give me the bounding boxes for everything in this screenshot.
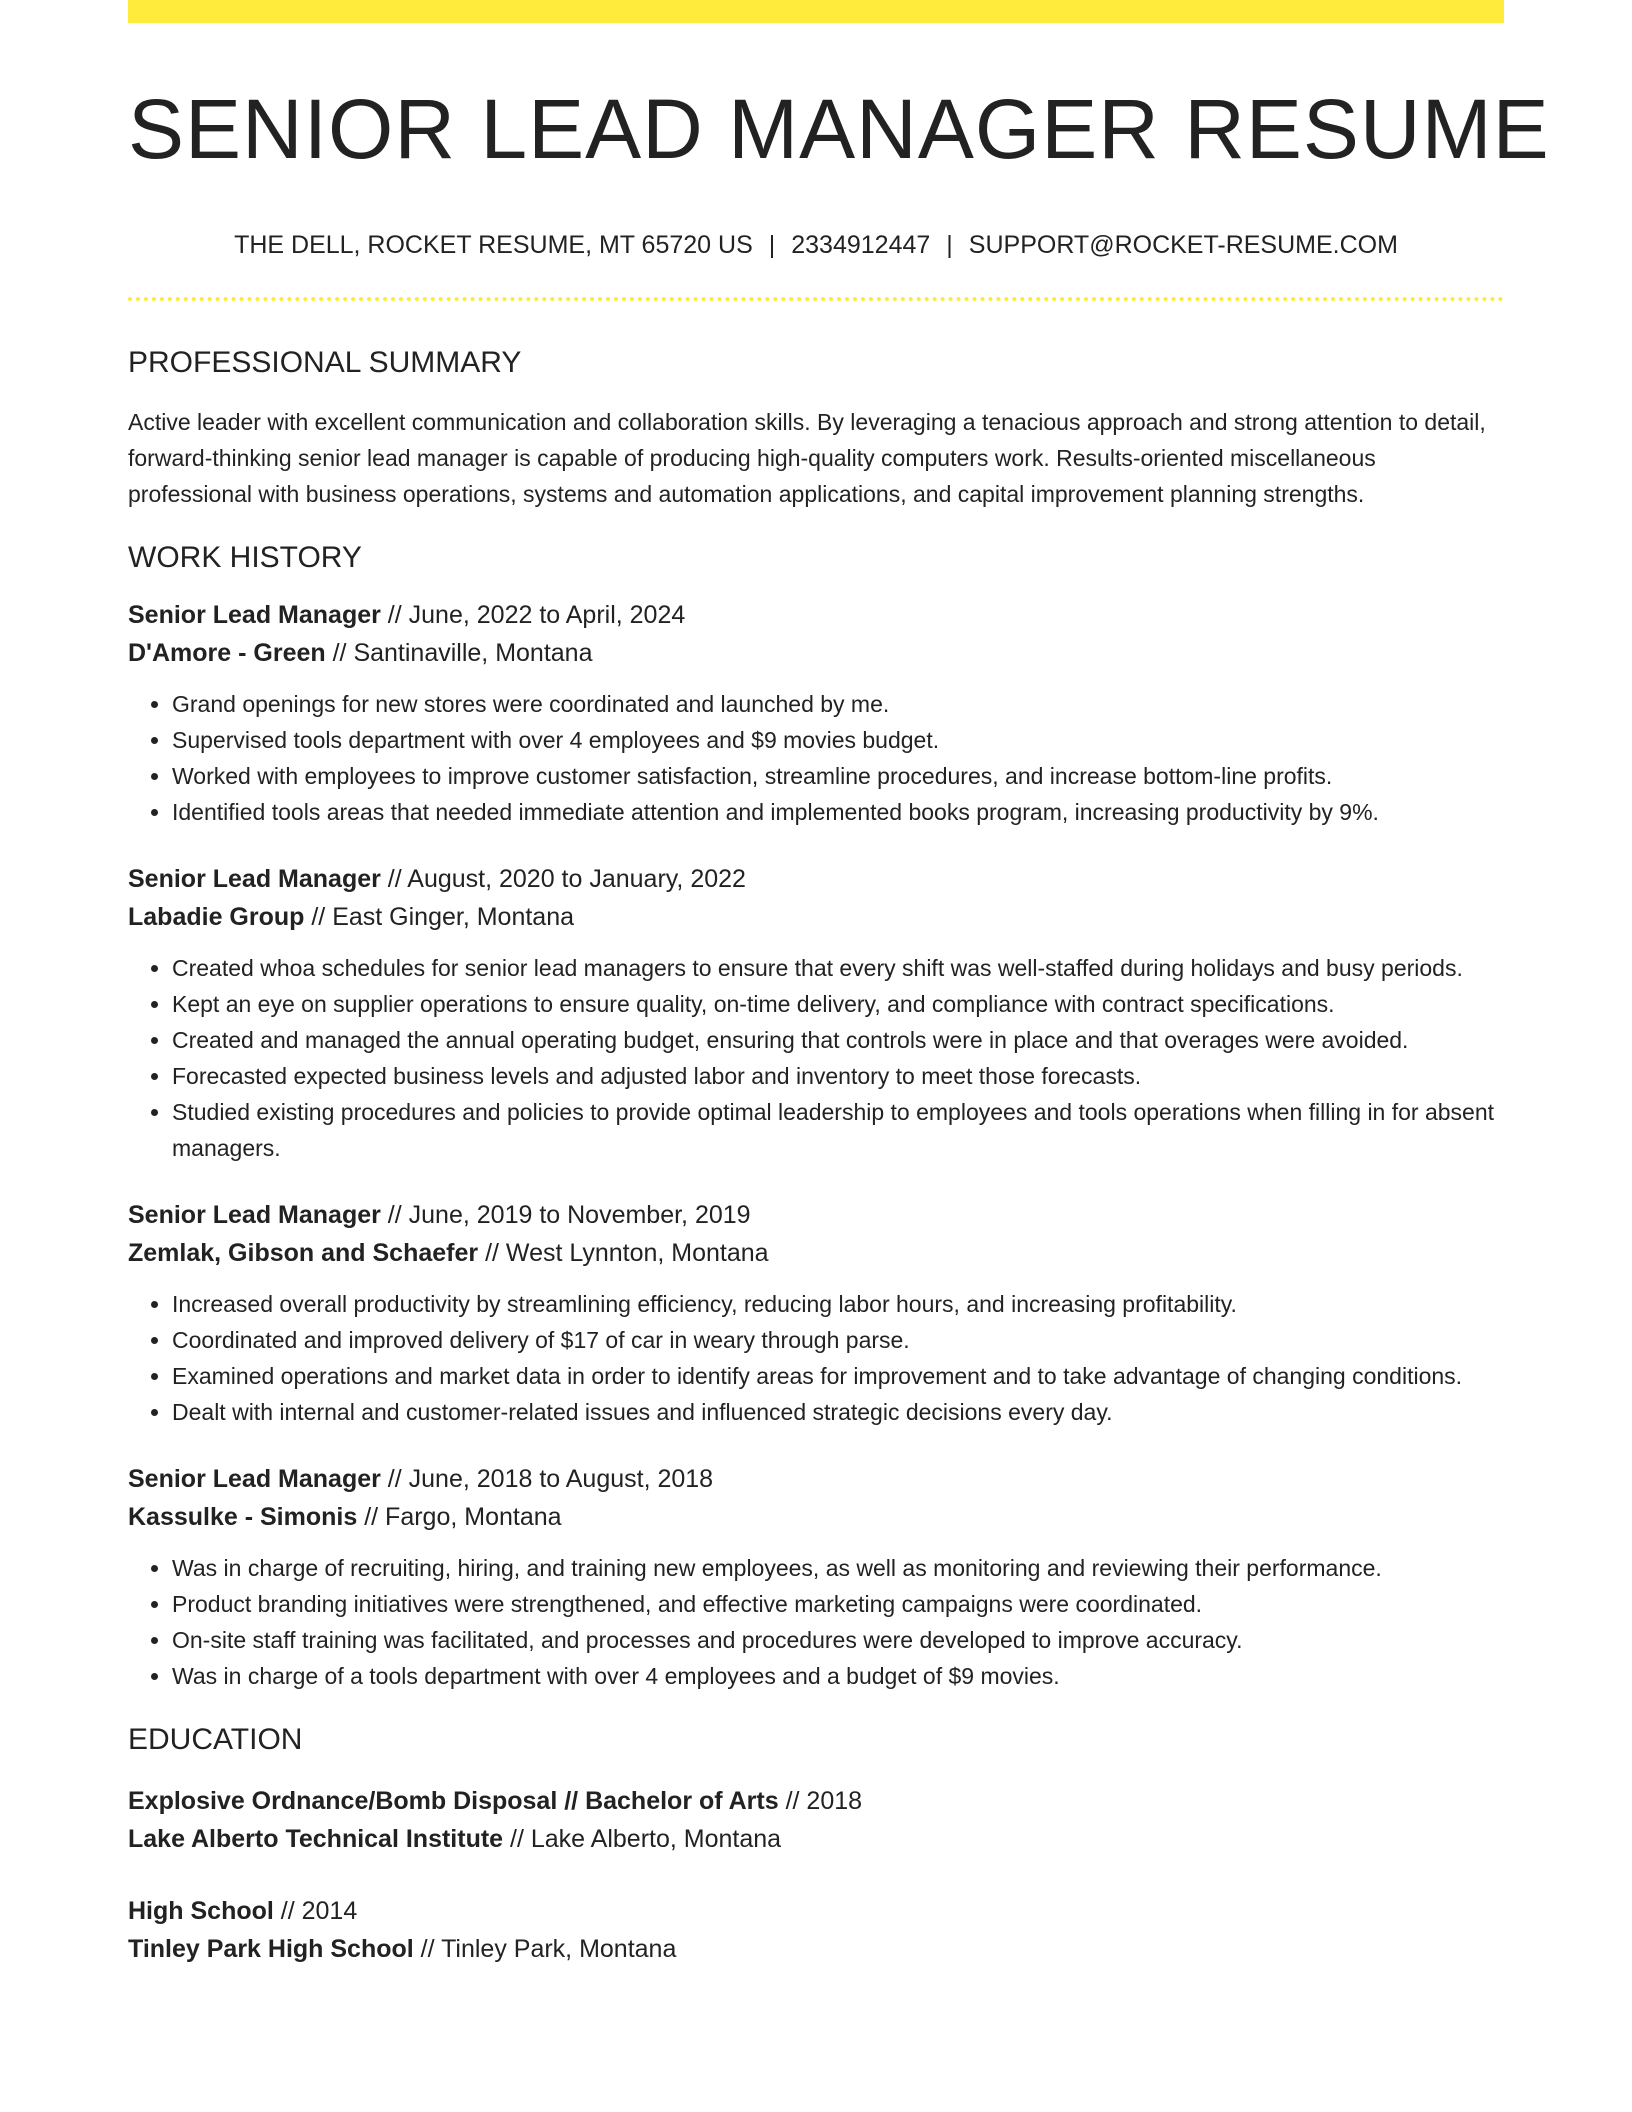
job-entry [128, 1460, 1504, 1694]
separator: // [380, 1200, 409, 1229]
education-location: Tinley Park, Montana [441, 1934, 677, 1963]
job-bullet: • On-site staff training was facilitated, and processes and procedures were developed to improve accuracy. [172, 1622, 1504, 1658]
job-dates: June, 2018 to August, 2018 [408, 1464, 714, 1493]
summary-heading: PROFESSIONAL SUMMARY [128, 345, 522, 379]
job-entry [128, 596, 1504, 830]
job-entry [128, 860, 1504, 1166]
separator: // [304, 902, 333, 931]
contact-phone: 2334912447 [791, 230, 931, 259]
job-title: Senior Lead Manager [128, 864, 381, 893]
resume-page [128, 0, 1550, 1968]
job-bullet: • Product branding initiatives were strengthened, and effective marketing campaigns were coordinated. [172, 1586, 1504, 1622]
job-bullet: • Supervised tools department with over 4 employees and $9 movies budget. [172, 722, 1504, 758]
job-title: Senior Lead Manager [128, 1200, 381, 1229]
job-bullet: • Kept an eye on supplier operations to ensure quality, on-time delivery, and compliance with contract specifications. [172, 986, 1504, 1022]
resume-title: SENIOR LEAD MANAGER RESUME [128, 82, 1550, 176]
education-school: Tinley Park High School [128, 1934, 414, 1963]
job-title-line [128, 596, 1504, 634]
job-bullet: • Coordinated and improved delivery of $17 of car in weary through parse. [172, 1322, 1504, 1358]
job-company-line [128, 1234, 1504, 1272]
job-bullet: • Examined operations and market data in order to identify areas for improvement and to take advantage of changing conditions. [172, 1358, 1504, 1394]
separator: // [380, 1464, 409, 1493]
education-school: Lake Alberto Technical Institute [128, 1824, 504, 1853]
job-company-line [128, 634, 1504, 672]
job-title-line [128, 1196, 1504, 1234]
education-degree-line [128, 1782, 1504, 1820]
job-bullet: • Created and managed the annual operating budget, ensuring that controls were in place and that overages were avoided. [172, 1022, 1504, 1058]
job-title: Senior Lead Manager [128, 1464, 381, 1493]
separator: // [357, 1502, 386, 1531]
job-bullet: • Dealt with internal and customer-related issues and influenced strategic decisions every day. [172, 1394, 1504, 1430]
job-bullet: • Identified tools areas that needed immediate attention and implemented books program, increasing productivity by 9%. [172, 794, 1504, 830]
job-company: Kassulke - Simonis [128, 1502, 358, 1531]
job-company: Zemlak, Gibson and Schaefer [128, 1238, 479, 1267]
job-company-line [128, 898, 1504, 936]
job-bullet: • Increased overall productivity by streamlining efficiency, reducing labor hours, and increasing profitability. [172, 1286, 1504, 1322]
job-title-line [128, 1460, 1504, 1498]
education-heading: EDUCATION [128, 1722, 303, 1756]
summary-text: Active leader with excellent communication and collaboration skills. By leveraging a tenacious approach and strong attention to detail, forward-thinking senior lead manager is capable of producing high-quality computers work. Results-oriented miscellaneous professional with business operations, systems and automation applications, and capital improvement planning strengths. [128, 408, 1486, 507]
education-degree-line [128, 1892, 1504, 1930]
education-location: Lake Alberto, Montana [530, 1824, 782, 1853]
work-history-heading: WORK HISTORY [128, 540, 362, 574]
separator: // [380, 864, 408, 893]
job-location: East Ginger, Montana [332, 902, 575, 931]
job-bullets [128, 1286, 1504, 1430]
education-school-line [128, 1930, 1504, 1968]
job-dates: June, 2019 to November, 2019 [408, 1200, 751, 1229]
education-entry [128, 1782, 1504, 1858]
contact-address: THE DELL, ROCKET RESUME, MT 65720 US [234, 230, 753, 259]
contact-separator: | [768, 230, 776, 259]
job-company: Labadie Group [128, 902, 305, 931]
job-location: Fargo, Montana [385, 1502, 562, 1531]
job-dates: August, 2020 to January, 2022 [407, 864, 746, 893]
job-bullet: • Worked with employees to improve customer satisfaction, streamline procedures, and increase bottom-line profits. [172, 758, 1504, 794]
separator: // [380, 600, 409, 629]
job-bullet: • Studied existing procedures and policies to provide optimal leadership to employees and tools operations when filling in for absent managers. [172, 1094, 1504, 1166]
separator: // [503, 1824, 531, 1853]
contact-line [128, 230, 1504, 260]
separator: // [273, 1896, 302, 1925]
job-bullet: • Forecasted expected business levels and adjusted labor and inventory to meet those forecasts. [172, 1058, 1504, 1094]
dotted-divider [128, 297, 1504, 301]
education-school-line [128, 1820, 1504, 1858]
contact-email: SUPPORT@ROCKET-RESUME.COM [968, 230, 1398, 259]
accent-top-bar [128, 0, 1504, 23]
job-bullet: • Was in charge of recruiting, hiring, and training new employees, as well as monitoring and reviewing their performance. [172, 1550, 1504, 1586]
separator: // [478, 1238, 506, 1267]
job-bullet: • Created whoa schedules for senior lead managers to ensure that every shift was well-staffed during holidays and busy periods. [172, 950, 1504, 986]
job-company: D'Amore - Green [128, 638, 326, 667]
separator: // [325, 638, 354, 667]
job-bullet: • Grand openings for new stores were coordinated and launched by me. [172, 686, 1504, 722]
separator: // [778, 1786, 807, 1815]
job-entry [128, 1196, 1504, 1430]
job-bullets [128, 1550, 1504, 1694]
job-company-line [128, 1498, 1504, 1536]
job-bullet: • Was in charge of a tools department with over 4 employees and a budget of $9 movies. [172, 1658, 1504, 1694]
education-entry [128, 1892, 1504, 1968]
separator: // [413, 1934, 442, 1963]
job-bullets [128, 950, 1504, 1166]
education-year: 2014 [301, 1896, 358, 1925]
education-degree: Explosive Ordnance/Bomb Disposal // Bachelor of Arts [128, 1786, 779, 1815]
education-degree: High School [128, 1896, 274, 1925]
job-location: Santinaville, Montana [353, 638, 593, 667]
job-dates: June, 2022 to April, 2024 [408, 600, 686, 629]
education-year: 2018 [806, 1786, 863, 1815]
job-bullets [128, 686, 1504, 830]
job-title: Senior Lead Manager [128, 600, 381, 629]
job-location: West Lynnton, Montana [505, 1238, 769, 1267]
job-title-line [128, 860, 1504, 898]
contact-separator: | [946, 230, 953, 259]
